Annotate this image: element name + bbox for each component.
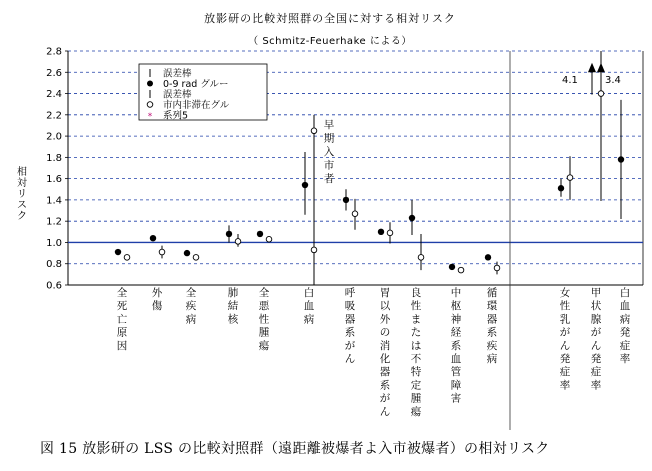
x-category-label: 性 bbox=[559, 300, 571, 313]
x-category-label: 病 bbox=[619, 313, 631, 326]
legend-filled-marker-icon bbox=[147, 81, 153, 87]
data-point-filled bbox=[226, 231, 232, 237]
x-category-label: ま bbox=[410, 313, 422, 326]
data-point-open bbox=[352, 211, 358, 217]
data-point-filled bbox=[558, 185, 564, 191]
x-category-label: 瘍 bbox=[410, 405, 422, 418]
x-category-label: 発 bbox=[559, 353, 571, 365]
y-tick-label: 0.8 bbox=[46, 259, 62, 271]
y-tick-labels bbox=[46, 47, 62, 292]
x-category-label: 亡 bbox=[116, 313, 128, 326]
off-scale-value: 4.1 bbox=[562, 74, 578, 86]
figure-caption: 図 15 放影研の LSS の比較対照群（遠距離被爆者よ入市被爆者）の相対リスク bbox=[40, 441, 550, 457]
x-category-label: 不 bbox=[410, 353, 422, 365]
data-point-open bbox=[193, 255, 199, 261]
annotation-point bbox=[311, 128, 317, 134]
data-point-open bbox=[124, 255, 130, 261]
data-point-open bbox=[567, 175, 573, 181]
y-axis-label: リ bbox=[17, 189, 27, 200]
legend-box bbox=[139, 64, 267, 120]
annotation-label: 者 bbox=[323, 173, 335, 185]
x-category-label: 死 bbox=[116, 300, 128, 313]
x-category-label: 症 bbox=[559, 366, 571, 379]
x-category-label: 症 bbox=[590, 366, 602, 379]
x-category-label: 全 bbox=[258, 287, 270, 299]
data-point-open bbox=[311, 247, 317, 253]
x-category-label: 率 bbox=[559, 379, 571, 392]
legend bbox=[139, 64, 267, 122]
x-category-label: 循 bbox=[486, 287, 498, 299]
x-category-label: 瘍 bbox=[258, 339, 270, 352]
x-category-label: 症 bbox=[619, 339, 631, 352]
data-point-filled bbox=[378, 229, 384, 235]
x-category-label: 状 bbox=[590, 300, 602, 313]
x-category-label: 率 bbox=[590, 379, 602, 392]
x-category-label: ん bbox=[559, 339, 571, 352]
x-category-label: 白 bbox=[619, 287, 631, 299]
y-axis-label: 相 bbox=[17, 167, 27, 178]
x-category-label: 病 bbox=[303, 313, 315, 326]
x-category-label: 枢 bbox=[450, 300, 462, 313]
x-category-label: 化 bbox=[379, 353, 391, 365]
legend-label: 誤差棒 bbox=[163, 68, 192, 80]
data-point-open bbox=[598, 91, 604, 97]
x-category-label: 結 bbox=[227, 300, 239, 313]
x-category-label: が bbox=[559, 326, 571, 339]
x-category-label: 経 bbox=[450, 326, 462, 339]
x-category-label: 因 bbox=[116, 339, 128, 352]
data-point-open bbox=[458, 267, 464, 273]
annotations bbox=[311, 63, 621, 185]
x-category-label: 病 bbox=[185, 313, 197, 326]
data-point-filled bbox=[302, 182, 308, 188]
x-category-label: 環 bbox=[486, 300, 498, 313]
x-category-label: 血 bbox=[619, 300, 631, 313]
chart-title: 放影研の比較対照群の全国に対する相対リスク bbox=[204, 12, 456, 25]
data-point-filled bbox=[343, 197, 349, 203]
x-category-label: 腫 bbox=[258, 326, 270, 339]
data-point-filled bbox=[409, 215, 415, 221]
annotation-label: 市 bbox=[323, 159, 335, 172]
x-category-label: 核 bbox=[227, 313, 239, 326]
y-tick-label: 2.8 bbox=[46, 46, 62, 58]
x-category-label: 傷 bbox=[151, 300, 163, 313]
x-category-label: 血 bbox=[303, 300, 315, 313]
x-category-label: 器 bbox=[486, 313, 498, 326]
data-point-filled bbox=[184, 250, 190, 256]
x-category-label: 白 bbox=[303, 287, 315, 299]
y-tick-label: 1.6 bbox=[46, 174, 62, 186]
x-category-label: 消 bbox=[379, 339, 391, 352]
x-category-label: 疾 bbox=[486, 339, 498, 352]
legend-label: 市内非滞在グル bbox=[163, 100, 230, 111]
x-category-label: が bbox=[344, 339, 356, 352]
data-point-open bbox=[387, 230, 393, 236]
y-axis-label: ク bbox=[17, 211, 27, 222]
x-category-label: 乳 bbox=[559, 313, 571, 326]
x-category-label: 全 bbox=[185, 287, 197, 299]
x-category-label: 系 bbox=[450, 339, 462, 352]
x-category-label: 発 bbox=[590, 353, 602, 365]
legend-label: 系列5 bbox=[163, 110, 189, 122]
data-point-open bbox=[235, 239, 241, 245]
x-category-label: 呼 bbox=[344, 287, 356, 299]
legend-label: 誤差棒 bbox=[163, 89, 192, 101]
y-tick-label: 2.4 bbox=[46, 89, 62, 101]
data-point-filled bbox=[485, 254, 491, 260]
x-category-label: 神 bbox=[450, 313, 462, 326]
x-category-label: 外 bbox=[151, 287, 163, 299]
off-scale-arrow bbox=[588, 63, 596, 73]
x-category-label: 性 bbox=[410, 300, 422, 313]
x-category-labels bbox=[117, 286, 631, 418]
x-category-label: 発 bbox=[619, 326, 631, 339]
data-point-open bbox=[494, 265, 500, 271]
data-point-filled bbox=[449, 264, 455, 270]
x-category-label: 肺 bbox=[227, 287, 239, 299]
y-axis-label-group bbox=[17, 165, 27, 222]
x-category-label: ん bbox=[379, 405, 391, 418]
x-category-label: 中 bbox=[450, 287, 462, 299]
x-category-label: 悪 bbox=[258, 300, 270, 313]
x-category-label: 女 bbox=[559, 287, 571, 299]
x-category-label: は bbox=[410, 339, 422, 352]
annotation-label: 入 bbox=[323, 146, 335, 158]
annotation-label: 期 bbox=[323, 132, 335, 145]
y-tick-label: 1.8 bbox=[46, 152, 62, 164]
y-tick-label: 1.4 bbox=[46, 195, 62, 207]
data-point-open bbox=[159, 249, 165, 255]
x-category-label: 全 bbox=[116, 287, 128, 299]
x-category-label: 病 bbox=[486, 353, 498, 365]
x-category-label: 障 bbox=[450, 379, 462, 392]
x-category-label: 良 bbox=[410, 287, 422, 299]
y-tick-label: 2.6 bbox=[46, 67, 62, 79]
y-axis-label: 対 bbox=[17, 178, 27, 189]
x-category-label: 原 bbox=[116, 326, 128, 339]
chart-subtitle: （ Schmitz-Feuerhake による） bbox=[248, 36, 412, 47]
data-point-filled bbox=[618, 156, 624, 162]
y-tick-label: 0.6 bbox=[46, 280, 62, 292]
off-scale-arrow bbox=[597, 63, 605, 73]
x-category-label: ん bbox=[344, 353, 356, 365]
off-scale-value: 3.4 bbox=[605, 74, 621, 86]
data-point-filled bbox=[257, 231, 263, 237]
x-category-label: 管 bbox=[450, 366, 462, 379]
y-tick-label: 2.2 bbox=[46, 110, 62, 122]
x-category-label: 系 bbox=[379, 379, 391, 392]
x-category-label: 血 bbox=[450, 353, 462, 365]
x-category-label: 腫 bbox=[410, 392, 422, 405]
x-category-label: の bbox=[379, 326, 391, 339]
x-category-label: 特 bbox=[410, 366, 422, 379]
x-category-label: 性 bbox=[258, 313, 270, 326]
x-category-label: 以 bbox=[379, 300, 391, 313]
data-point-open bbox=[418, 255, 424, 261]
x-category-label: 器 bbox=[379, 366, 391, 379]
x-category-label: 胃 bbox=[379, 287, 391, 299]
x-category-label: 系 bbox=[344, 326, 356, 339]
y-axis-label: ス bbox=[17, 200, 27, 211]
y-tick-label: 1.0 bbox=[46, 237, 62, 249]
x-category-label: ん bbox=[590, 339, 602, 352]
x-category-label: 甲 bbox=[590, 287, 602, 299]
data-point-filled bbox=[115, 249, 121, 255]
x-category-label: た bbox=[410, 326, 422, 339]
x-category-label: 害 bbox=[450, 392, 462, 405]
x-category-label: 外 bbox=[379, 313, 391, 326]
x-category-label: 器 bbox=[344, 313, 356, 326]
x-category-label: 吸 bbox=[344, 300, 356, 313]
x-category-label: 定 bbox=[410, 379, 422, 392]
x-category-label: 腺 bbox=[590, 313, 602, 326]
annotation-label: 早 bbox=[323, 119, 335, 131]
x-category-label: 疾 bbox=[185, 300, 197, 313]
x-category-label: が bbox=[379, 392, 391, 405]
data-point-open bbox=[266, 236, 272, 242]
x-category-label: が bbox=[590, 326, 602, 339]
y-tick-label: 2.0 bbox=[46, 131, 62, 143]
x-category-label: 系 bbox=[486, 326, 498, 339]
data-point-filled bbox=[150, 235, 156, 241]
x-category-label: 率 bbox=[619, 353, 631, 365]
legend-label: 0-9 rad グルー bbox=[163, 79, 229, 90]
y-tick-label: 1.2 bbox=[46, 216, 62, 228]
legend-open-marker-icon bbox=[147, 102, 153, 108]
legend-star-icon: * bbox=[147, 112, 153, 122]
